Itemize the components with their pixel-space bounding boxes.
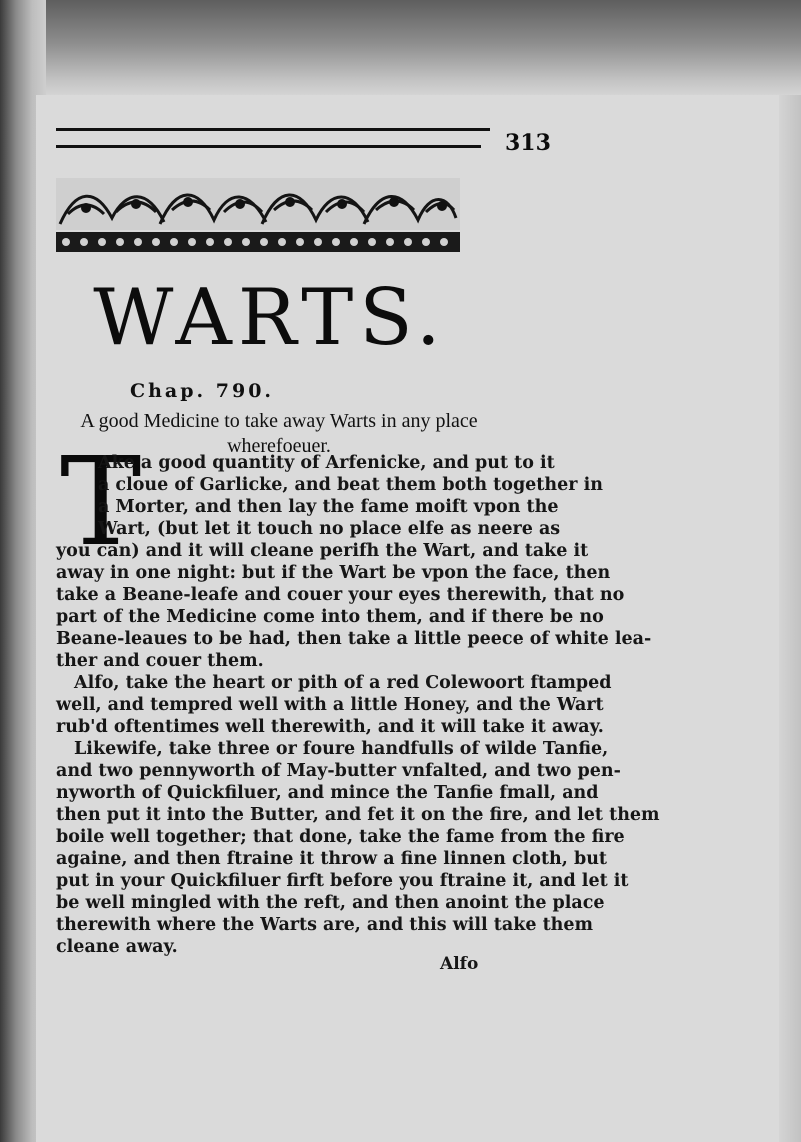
text-line: againe, and then ftraine it throw a fine linnen cloth, but	[56, 849, 608, 869]
text-line: away in one night: but if the Wart be vpon the face, then	[56, 563, 611, 583]
scan-right-shadow	[779, 95, 801, 1142]
text-line: part of the Medicine come into them, and if there be no	[56, 607, 604, 627]
text-line: put in your Quickfiluer firft before you ftraine it, and let it	[56, 871, 629, 891]
woodcut-ornament-band	[56, 178, 460, 254]
text-line: Likewife, take three or foure handfulls of wilde Tanfie,	[74, 739, 609, 759]
text-line: nyworth of Quickfiluer, and mince the Tanfie fmall, and	[56, 783, 599, 803]
text-line: Alfo, take the heart or pith of a red Colewoort ftamped	[74, 673, 612, 693]
text-line: well, and tempred well with a little Honey, and the Wart	[56, 695, 604, 715]
text-line: rub'd oftentimes well therewith, and it will take it away.	[56, 717, 604, 737]
text-line: boile well together; that done, take the fame from the fire	[56, 827, 625, 847]
text-line: Wart, (but let it touch no place elfe as neere as	[98, 519, 561, 539]
drop-cap: T	[60, 431, 142, 573]
text-line: therewith where the Warts are, and this will take them	[56, 915, 594, 935]
text-line: take a Beane-leafe and couer your eyes therewith, that no	[56, 585, 625, 605]
catchword: Alfo	[440, 954, 479, 974]
text-line: and two pennyworth of May-butter vnfalted, and two pen-	[56, 761, 621, 781]
text-line: a Morter, and then lay the fame moift vpon the	[98, 497, 559, 517]
text-line: a cloue of Garlicke, and beat them both together in	[98, 475, 603, 495]
recipe-heading: A good Medicine to take away Warts in any place wherefoeuer.	[80, 410, 478, 457]
page-title: WARTS.	[93, 273, 447, 363]
text-line: Ake a good quantity of Arfenicke, and put to it	[98, 453, 555, 473]
text-line: Beane-leaues to be had, then take a little peece of white lea-	[56, 629, 652, 649]
text-line: you can) and it will cleane perifh the Wart, and take it	[56, 541, 589, 561]
text-line: then put it into the Butter, and fet it on the fire, and let them	[56, 805, 660, 825]
chapter-heading: Chap. 790.	[130, 380, 275, 402]
text-line: be well mingled with the reft, and then anoint the place	[56, 893, 605, 913]
scan-top-shadow	[0, 0, 801, 95]
header-rule-top	[56, 128, 490, 131]
header-rule-bottom	[56, 145, 481, 148]
text-line: ther and couer them.	[56, 651, 264, 671]
text-line: cleane away.	[56, 937, 178, 957]
page-number: 313	[505, 130, 551, 156]
